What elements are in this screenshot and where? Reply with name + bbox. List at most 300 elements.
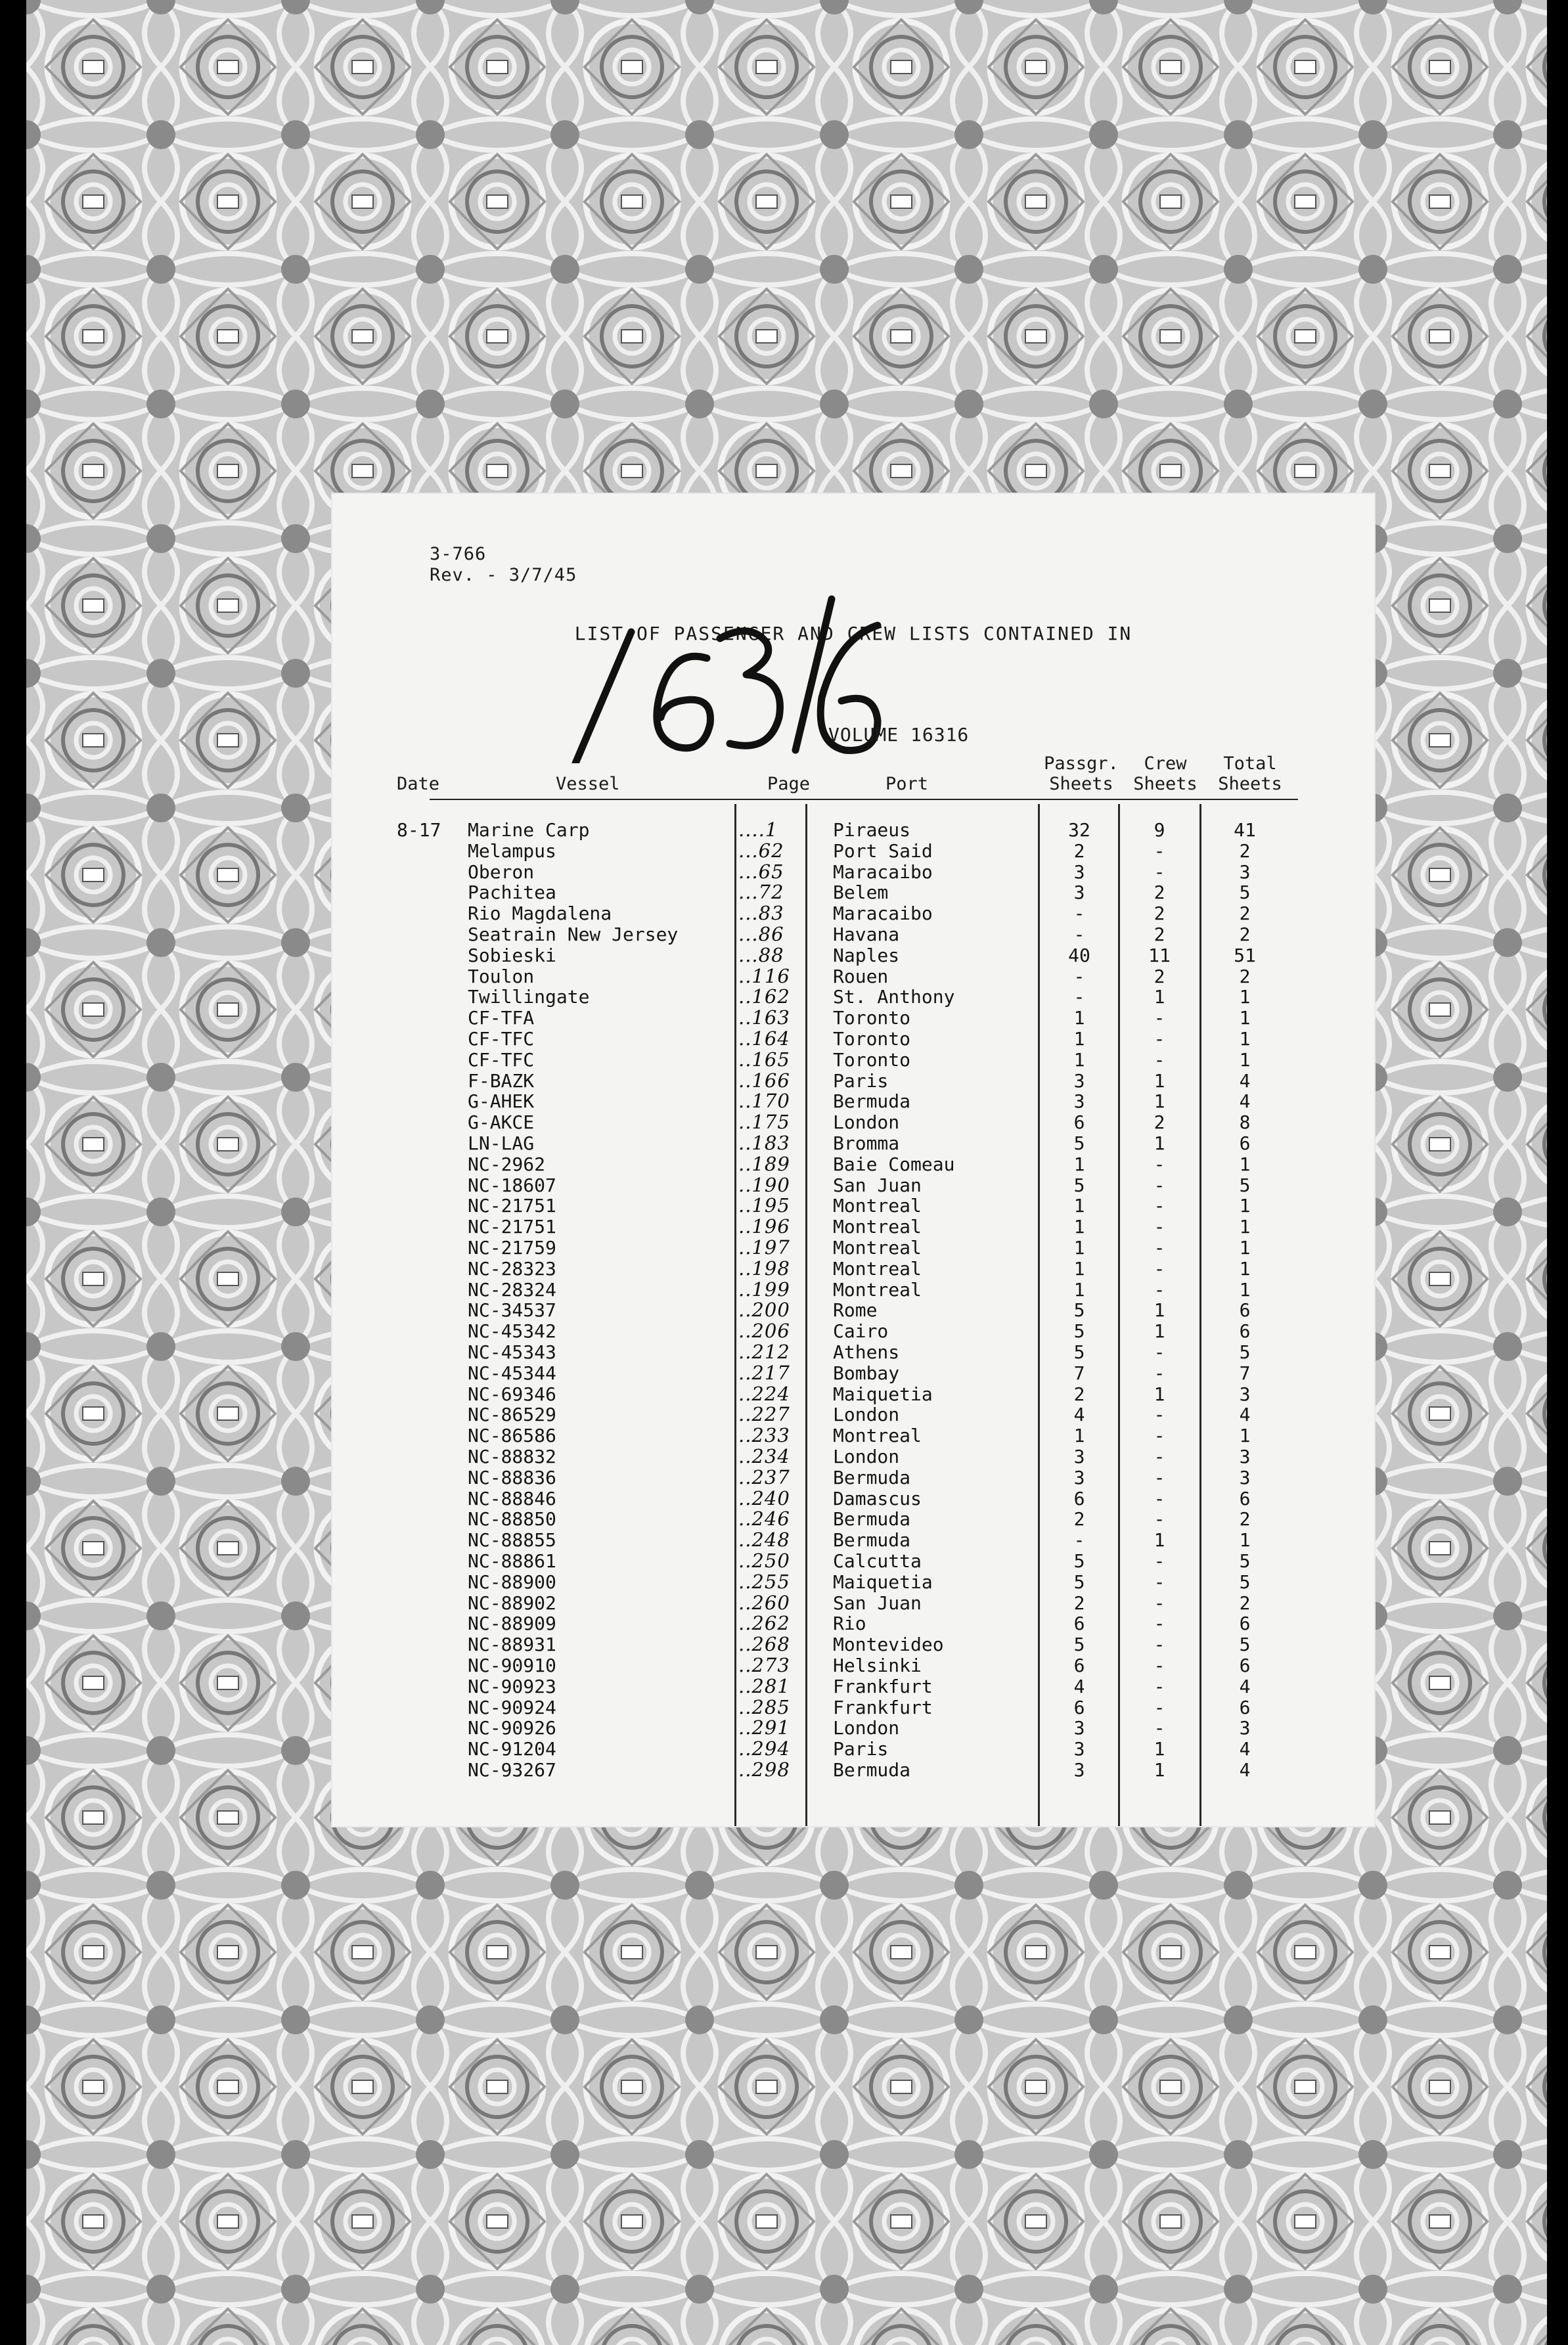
port-cell: Maiquetia: [833, 1383, 933, 1405]
vessel-cell: Marine Carp: [468, 819, 590, 841]
port-cell: Frankfurt: [833, 1696, 933, 1718]
port-cell: London: [833, 1446, 900, 1467]
total-sheets-cell: 1: [1239, 1048, 1251, 1071]
vessel-cell: NC-21751: [468, 1195, 556, 1217]
crew-sheets-cell: -: [1154, 1613, 1165, 1635]
crew-sheets-cell: -: [1154, 1341, 1165, 1363]
vessel-cell: NC-88832: [468, 1446, 556, 1467]
crew-sheets-cell: 1: [1154, 1090, 1165, 1113]
vessel-cell: NC-88931: [468, 1634, 556, 1656]
page-cell: ..162: [738, 985, 790, 1008]
passenger-sheets-cell: 1: [1073, 1153, 1085, 1175]
port-cell: Bermuda: [833, 1466, 911, 1488]
total-sheets-cell: 4: [1239, 1404, 1251, 1426]
page-cell: ..234: [738, 1445, 790, 1467]
crew-sheets-cell: -: [1154, 1675, 1165, 1697]
passenger-sheets-cell: -: [1073, 903, 1085, 925]
crew-sheets-cell: -: [1154, 1174, 1165, 1196]
crew-sheets-cell: 1: [1154, 1299, 1165, 1322]
passenger-sheets-cell: 1: [1073, 1425, 1085, 1447]
page-cell: ..165: [738, 1048, 790, 1071]
passenger-sheets-cell: -: [1073, 1529, 1085, 1552]
passenger-sheets-cell: 2: [1073, 1383, 1085, 1405]
header-passenger-line2: Sheets: [1049, 774, 1113, 794]
passenger-sheets-cell: 2: [1073, 1508, 1085, 1530]
total-sheets-cell: 2: [1239, 924, 1251, 945]
crew-sheets-cell: -: [1154, 1466, 1165, 1488]
total-sheets-cell: 1: [1239, 1153, 1251, 1175]
passenger-sheets-cell: 2: [1073, 839, 1085, 862]
crew-sheets-cell: -: [1154, 1404, 1165, 1426]
page-cell: ..175: [738, 1111, 790, 1134]
column-rule: [1199, 804, 1201, 1826]
crew-sheets-cell: -: [1154, 1195, 1165, 1217]
record-sheet: [332, 494, 1374, 1826]
passenger-sheets-cell: 3: [1073, 1466, 1085, 1488]
vessel-cell: NC-45342: [468, 1320, 556, 1343]
total-sheets-cell: 5: [1239, 1550, 1251, 1572]
total-sheets-cell: 4: [1239, 1738, 1251, 1760]
crew-sheets-cell: -: [1154, 1216, 1165, 1238]
port-cell: Belem: [833, 882, 889, 904]
total-sheets-cell: 8: [1239, 1111, 1251, 1134]
passenger-sheets-cell: 3: [1073, 1717, 1085, 1739]
crew-sheets-cell: 1: [1154, 1529, 1165, 1552]
column-rule: [805, 804, 807, 1826]
passenger-sheets-cell: 5: [1073, 1320, 1085, 1343]
total-sheets-cell: 1: [1239, 1028, 1251, 1050]
vessel-cell: Twillingate: [468, 986, 590, 1008]
port-cell: Piraeus: [833, 819, 911, 841]
vessel-cell: NC-88861: [468, 1550, 556, 1572]
total-sheets-cell: 4: [1239, 1675, 1251, 1697]
vessel-cell: NC-18607: [468, 1174, 556, 1196]
passenger-sheets-cell: 5: [1073, 1132, 1085, 1154]
page-cell: ...62: [738, 839, 784, 862]
column-rule: [734, 804, 736, 1826]
page-cell: ..250: [738, 1550, 790, 1572]
port-cell: Bermuda: [833, 1508, 911, 1530]
crew-sheets-cell: -: [1154, 1425, 1165, 1447]
port-cell: Bermuda: [833, 1090, 911, 1113]
crew-sheets-cell: 2: [1154, 882, 1165, 904]
total-sheets-cell: 5: [1239, 882, 1251, 904]
crew-sheets-cell: 1: [1154, 1069, 1165, 1092]
port-cell: Bromma: [833, 1132, 900, 1154]
vessel-cell: NC-88902: [468, 1592, 556, 1614]
passenger-sheets-cell: 6: [1073, 1696, 1085, 1718]
port-cell: Rio: [833, 1613, 866, 1635]
header-total-line2: Sheets: [1218, 774, 1282, 794]
crew-sheets-cell: 1: [1154, 1759, 1165, 1781]
crew-sheets-cell: -: [1154, 1007, 1165, 1029]
passenger-sheets-cell: 5: [1073, 1341, 1085, 1363]
port-cell: Helsinki: [833, 1655, 922, 1676]
total-sheets-cell: 51: [1234, 944, 1256, 966]
crew-sheets-cell: -: [1154, 1717, 1165, 1739]
crew-sheets-cell: 1: [1154, 1132, 1165, 1154]
page-cell: ..189: [738, 1152, 790, 1175]
vessel-cell: NC-45344: [468, 1362, 556, 1384]
header-date: Date: [397, 774, 440, 794]
form-revision: Rev. - 3/7/45: [430, 565, 577, 585]
passenger-sheets-cell: 32: [1068, 819, 1090, 841]
passenger-sheets-cell: 1: [1073, 1237, 1085, 1259]
total-sheets-cell: 6: [1239, 1487, 1251, 1509]
page-cell: ..183: [738, 1132, 790, 1154]
vessel-cell: F-BAZK: [468, 1069, 535, 1092]
header-crew-line2: Sheets: [1133, 774, 1198, 794]
port-cell: Bombay: [833, 1362, 900, 1384]
vessel-cell: LN-LAG: [468, 1132, 535, 1154]
vessel-cell: NC-88850: [468, 1508, 556, 1530]
vessel-cell: NC-28324: [468, 1278, 556, 1301]
port-cell: Athens: [833, 1341, 900, 1363]
passenger-sheets-cell: 5: [1073, 1174, 1085, 1196]
vessel-cell: Pachitea: [468, 882, 556, 904]
total-sheets-cell: 41: [1234, 819, 1256, 841]
crew-sheets-cell: -: [1154, 1508, 1165, 1530]
page-cell: ..212: [738, 1341, 790, 1363]
passenger-sheets-cell: 1: [1073, 1195, 1085, 1217]
crew-sheets-cell: 1: [1154, 1383, 1165, 1405]
total-sheets-cell: 1: [1239, 1007, 1251, 1029]
crew-sheets-cell: -: [1154, 1696, 1165, 1718]
crew-sheets-cell: 9: [1154, 819, 1165, 841]
passenger-sheets-cell: 4: [1073, 1404, 1085, 1426]
total-sheets-cell: 5: [1239, 1634, 1251, 1656]
crew-sheets-cell: -: [1154, 1446, 1165, 1467]
page-cell: ..273: [738, 1654, 790, 1676]
port-cell: Montreal: [833, 1216, 922, 1238]
page-cell: ..190: [738, 1173, 790, 1196]
page-cell: ..170: [738, 1090, 790, 1113]
passenger-sheets-cell: -: [1073, 924, 1085, 945]
page-cell: ..195: [738, 1194, 790, 1217]
page-cell: ...88: [738, 943, 784, 966]
page-cell: ..233: [738, 1424, 790, 1447]
passenger-sheets-cell: 5: [1073, 1550, 1085, 1572]
port-cell: Baie Comeau: [833, 1153, 955, 1175]
total-sheets-cell: 7: [1239, 1362, 1251, 1384]
header-total-sheets: [1211, 753, 1289, 794]
port-cell: Bermuda: [833, 1529, 911, 1552]
vessel-cell: NC-90926: [468, 1717, 556, 1739]
vessel-cell: NC-88909: [468, 1613, 556, 1635]
page-cell: ..240: [738, 1486, 790, 1509]
passenger-sheets-cell: 1: [1073, 1028, 1085, 1050]
vessel-cell: NC-34537: [468, 1299, 556, 1322]
vessel-cell: Melampus: [468, 839, 556, 862]
total-sheets-cell: 6: [1239, 1613, 1251, 1635]
page-cell: ..227: [738, 1403, 790, 1426]
crew-sheets-cell: -: [1154, 860, 1165, 883]
passenger-sheets-cell: 6: [1073, 1613, 1085, 1635]
page-cell: ..200: [738, 1299, 790, 1322]
list-title: LIST OF PASSENGER AND CREW LISTS CONTAINED IN: [574, 623, 1132, 644]
vessel-cell: G-AKCE: [468, 1111, 535, 1134]
total-sheets-cell: 2: [1239, 839, 1251, 862]
header-rule: [430, 799, 1298, 800]
vessel-cell: NC-45343: [468, 1341, 556, 1363]
passenger-sheets-cell: 4: [1073, 1675, 1085, 1697]
page-cell: ..294: [738, 1737, 790, 1760]
page-cell: ..198: [738, 1257, 790, 1280]
page-cell: ..206: [738, 1320, 790, 1343]
passenger-sheets-cell: 5: [1073, 1299, 1085, 1322]
total-sheets-cell: 5: [1239, 1341, 1251, 1363]
total-sheets-cell: 6: [1239, 1696, 1251, 1718]
page-cell: ..281: [738, 1674, 790, 1697]
vessel-cell: NC-90910: [468, 1655, 556, 1676]
vessel-cell: NC-21751: [468, 1216, 556, 1238]
page-cell: ..285: [738, 1695, 790, 1718]
passenger-sheets-cell: 1: [1073, 1048, 1085, 1071]
port-cell: St. Anthony: [833, 986, 955, 1008]
crew-sheets-cell: -: [1154, 1592, 1165, 1614]
scan-frame: [26, 0, 1547, 2345]
vessel-cell: CF-TFC: [468, 1028, 535, 1050]
total-sheets-cell: 2: [1239, 1592, 1251, 1614]
port-cell: Montevideo: [833, 1634, 944, 1656]
crew-sheets-cell: 2: [1154, 903, 1165, 925]
passenger-sheets-cell: 1: [1073, 1257, 1085, 1280]
passenger-sheets-cell: 5: [1073, 1571, 1085, 1593]
vessel-cell: NC-88846: [468, 1487, 556, 1509]
header-total-line1: Total: [1223, 753, 1277, 774]
total-sheets-cell: 2: [1239, 903, 1251, 925]
vessel-cell: NC-88900: [468, 1571, 556, 1593]
passenger-sheets-cell: 2: [1073, 1592, 1085, 1614]
port-cell: Montreal: [833, 1425, 922, 1447]
page-cell: ..248: [738, 1529, 790, 1552]
port-cell: Naples: [833, 944, 900, 966]
total-sheets-cell: 4: [1239, 1759, 1251, 1781]
port-cell: Damascus: [833, 1487, 922, 1509]
crew-sheets-cell: -: [1154, 1153, 1165, 1175]
total-sheets-cell: 6: [1239, 1655, 1251, 1676]
header-passenger-line1: Passgr.: [1044, 753, 1119, 774]
total-sheets-cell: 1: [1239, 986, 1251, 1008]
port-cell: Maiquetia: [833, 1571, 933, 1593]
crew-sheets-cell: -: [1154, 1487, 1165, 1509]
passenger-sheets-cell: 6: [1073, 1655, 1085, 1676]
page-cell: ..237: [738, 1465, 790, 1488]
vessel-cell: NC-69346: [468, 1383, 556, 1405]
header-page: Page: [767, 774, 811, 794]
page-cell: ..224: [738, 1382, 790, 1405]
page-cell: ...83: [738, 902, 784, 925]
port-cell: Maracaibo: [833, 860, 933, 883]
column-rule: [1038, 804, 1040, 1826]
passenger-sheets-cell: 7: [1073, 1362, 1085, 1384]
page-cell: ..196: [738, 1215, 790, 1238]
vessel-cell: NC-93267: [468, 1759, 556, 1781]
passenger-sheets-cell: 3: [1073, 1759, 1085, 1781]
volume-label: VOLUME 16316: [828, 724, 970, 746]
crew-sheets-cell: -: [1154, 1257, 1165, 1280]
crew-sheets-cell: 2: [1154, 965, 1165, 987]
header-crew-sheets: [1126, 753, 1205, 794]
total-sheets-cell: 3: [1239, 1446, 1251, 1467]
vessel-cell: NC-90924: [468, 1696, 556, 1718]
total-sheets-cell: 5: [1239, 1174, 1251, 1196]
page-cell: ...86: [738, 923, 784, 945]
page-cell: ..246: [738, 1508, 790, 1530]
port-cell: Montreal: [833, 1237, 922, 1259]
total-sheets-cell: 1: [1239, 1529, 1251, 1552]
page-cell: ..197: [738, 1236, 790, 1259]
column-rule: [1118, 804, 1120, 1826]
page-cell: ..163: [738, 1006, 790, 1029]
total-sheets-cell: 4: [1239, 1069, 1251, 1092]
page-cell: ..164: [738, 1027, 790, 1050]
page-cell: ..262: [738, 1612, 790, 1635]
port-cell: Rouen: [833, 965, 889, 987]
crew-sheets-cell: 1: [1154, 1320, 1165, 1343]
port-cell: London: [833, 1111, 900, 1134]
passenger-sheets-cell: 1: [1073, 1216, 1085, 1238]
passenger-sheets-cell: 6: [1073, 1111, 1085, 1134]
vessel-cell: G-AHEK: [468, 1090, 535, 1113]
passenger-sheets-cell: -: [1073, 965, 1085, 987]
crew-sheets-cell: -: [1154, 1634, 1165, 1656]
page-cell: ..255: [738, 1570, 790, 1593]
date-cell: 8-17: [397, 819, 441, 841]
port-cell: San Juan: [833, 1174, 922, 1196]
page-cell: ...72: [738, 881, 784, 904]
crew-sheets-cell: -: [1154, 1571, 1165, 1593]
crew-sheets-cell: 2: [1154, 1111, 1165, 1134]
total-sheets-cell: 1: [1239, 1216, 1251, 1238]
crew-sheets-cell: 1: [1154, 1738, 1165, 1760]
crew-sheets-cell: -: [1154, 1655, 1165, 1676]
total-sheets-cell: 3: [1239, 860, 1251, 883]
port-cell: Paris: [833, 1738, 889, 1760]
port-cell: Maracaibo: [833, 903, 933, 925]
port-cell: Frankfurt: [833, 1675, 933, 1697]
crew-sheets-cell: -: [1154, 1028, 1165, 1050]
total-sheets-cell: 1: [1239, 1195, 1251, 1217]
total-sheets-cell: 4: [1239, 1090, 1251, 1113]
passenger-sheets-cell: 3: [1073, 1738, 1085, 1760]
port-cell: Toronto: [833, 1007, 911, 1029]
port-cell: London: [833, 1717, 900, 1739]
port-cell: Calcutta: [833, 1550, 922, 1572]
crew-sheets-cell: -: [1154, 1048, 1165, 1071]
page-cell: ..298: [738, 1758, 790, 1781]
vessel-cell: NC-86529: [468, 1404, 556, 1426]
port-cell: Bermuda: [833, 1759, 911, 1781]
form-number: 3-766: [430, 544, 487, 564]
passenger-sheets-cell: 5: [1073, 1634, 1085, 1656]
crew-sheets-cell: 11: [1148, 944, 1171, 966]
port-cell: Port Said: [833, 839, 933, 862]
page-cell: ...65: [738, 860, 784, 883]
vessel-cell: NC-21759: [468, 1237, 556, 1259]
port-cell: London: [833, 1404, 900, 1426]
port-cell: Havana: [833, 924, 900, 945]
vessel-cell: Oberon: [468, 860, 535, 883]
passenger-sheets-cell: 1: [1073, 1278, 1085, 1301]
header-passenger-sheets: [1039, 753, 1124, 794]
page-cell: ....1: [738, 818, 778, 841]
passenger-sheets-cell: 3: [1073, 860, 1085, 883]
passenger-sheets-cell: 40: [1068, 944, 1090, 966]
total-sheets-cell: 1: [1239, 1237, 1251, 1259]
passenger-sheets-cell: -: [1073, 986, 1085, 1008]
vessel-cell: NC-90923: [468, 1675, 556, 1697]
vessel-cell: CF-TFC: [468, 1048, 535, 1071]
crew-sheets-cell: -: [1154, 1362, 1165, 1384]
header-vessel: Vessel: [556, 774, 620, 794]
page-cell: ..268: [738, 1633, 790, 1656]
vessel-cell: CF-TFA: [468, 1007, 535, 1029]
vessel-cell: NC-28323: [468, 1257, 556, 1280]
crew-sheets-cell: -: [1154, 1550, 1165, 1572]
total-sheets-cell: 1: [1239, 1257, 1251, 1280]
port-cell: Montreal: [833, 1257, 922, 1280]
page-cell: ..260: [738, 1591, 790, 1614]
port-cell: San Juan: [833, 1592, 922, 1614]
passenger-sheets-cell: 6: [1073, 1487, 1085, 1509]
passenger-sheets-cell: 3: [1073, 1069, 1085, 1092]
vessel-cell: Rio Magdalena: [468, 903, 612, 925]
total-sheets-cell: 3: [1239, 1383, 1251, 1405]
vessel-cell: NC-88855: [468, 1529, 556, 1552]
crew-sheets-cell: -: [1154, 839, 1165, 862]
header-port: Port: [885, 774, 929, 794]
vessel-cell: NC-88836: [468, 1466, 556, 1488]
page-cell: ..116: [738, 964, 790, 987]
total-sheets-cell: 2: [1239, 965, 1251, 987]
passenger-sheets-cell: 3: [1073, 1090, 1085, 1113]
total-sheets-cell: 6: [1239, 1320, 1251, 1343]
page-cell: ..199: [738, 1278, 790, 1301]
crew-sheets-cell: 2: [1154, 924, 1165, 945]
total-sheets-cell: 2: [1239, 1508, 1251, 1530]
vessel-cell: NC-91204: [468, 1738, 556, 1760]
total-sheets-cell: 6: [1239, 1132, 1251, 1154]
vessel-cell: Toulon: [468, 965, 535, 987]
passenger-sheets-cell: 3: [1073, 882, 1085, 904]
port-cell: Paris: [833, 1069, 889, 1092]
total-sheets-cell: 3: [1239, 1466, 1251, 1488]
port-cell: Toronto: [833, 1028, 911, 1050]
page-cell: ..291: [738, 1716, 790, 1739]
total-sheets-cell: 6: [1239, 1299, 1251, 1322]
total-sheets-cell: 5: [1239, 1571, 1251, 1593]
crew-sheets-cell: -: [1154, 1278, 1165, 1301]
crew-sheets-cell: 1: [1154, 986, 1165, 1008]
passenger-sheets-cell: 1: [1073, 1007, 1085, 1029]
total-sheets-cell: 1: [1239, 1278, 1251, 1301]
port-cell: Montreal: [833, 1195, 922, 1217]
header-crew-line1: Crew: [1144, 753, 1187, 774]
vessel-cell: NC-86586: [468, 1425, 556, 1447]
passenger-sheets-cell: 3: [1073, 1446, 1085, 1467]
page-cell: ..217: [738, 1361, 790, 1384]
port-cell: Rome: [833, 1299, 878, 1322]
port-cell: Montreal: [833, 1278, 922, 1301]
vessel-cell: NC-2962: [468, 1153, 546, 1175]
vessel-cell: Sobieski: [468, 944, 556, 966]
port-cell: Toronto: [833, 1048, 911, 1071]
total-sheets-cell: 1: [1239, 1425, 1251, 1447]
port-cell: Cairo: [833, 1320, 889, 1343]
total-sheets-cell: 3: [1239, 1717, 1251, 1739]
vessel-cell: Seatrain New Jersey: [468, 924, 679, 945]
